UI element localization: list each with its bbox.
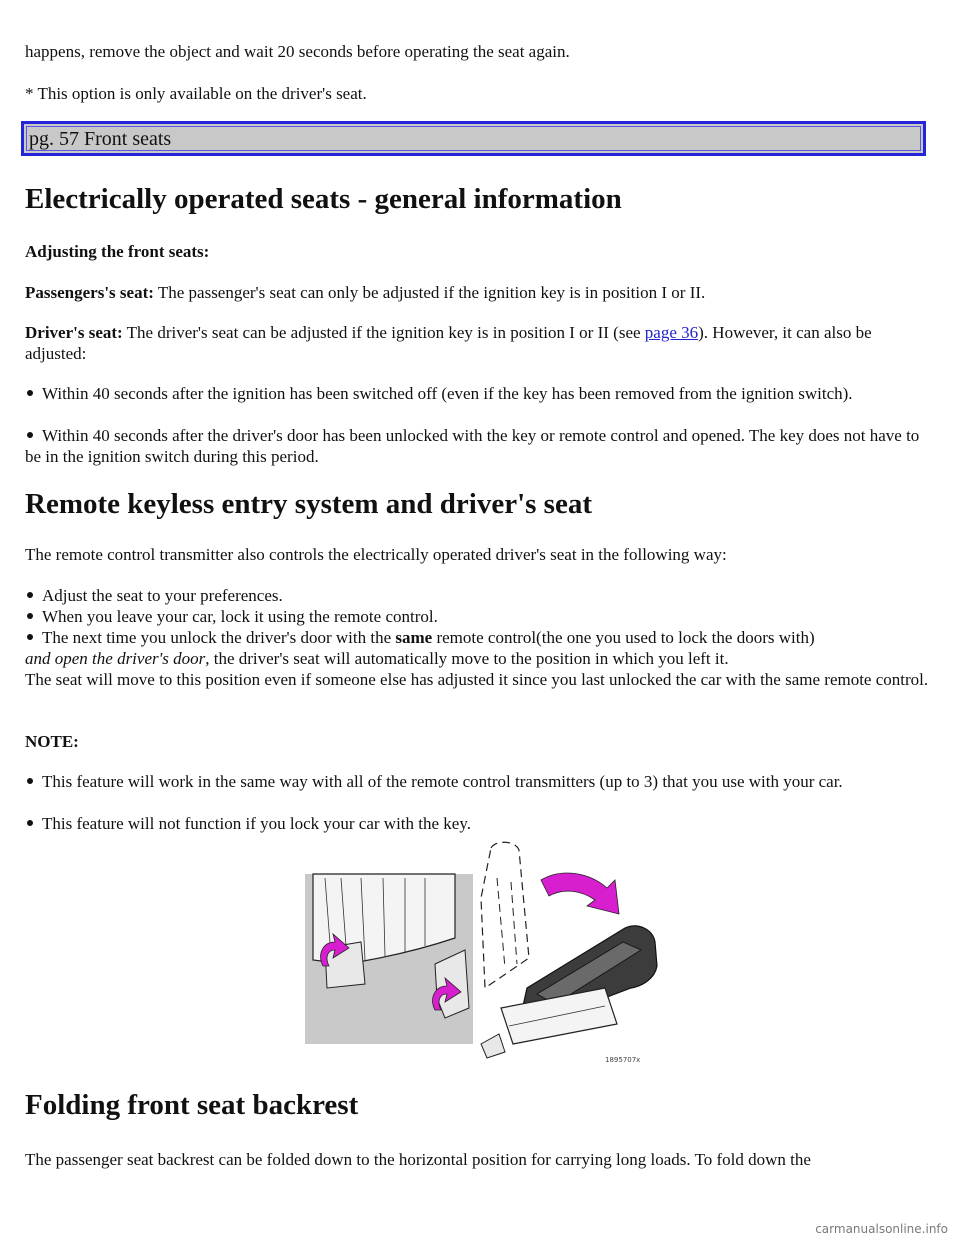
page-banner (21, 121, 926, 156)
list-item (25, 383, 930, 404)
banner-label: pg. 57 Front seats (29, 128, 172, 150)
subheading-adjusting: Adjusting the front seats: (25, 242, 210, 261)
note-label: NOTE: (25, 732, 79, 751)
remote-intro: The remote control transmitter also controls the electrically operated driver's seat in the following way: (25, 545, 727, 564)
driver-text-before: The driver's seat can be adjusted if the ignition key is in position I or II (see (122, 323, 645, 342)
list-item-text: When you leave your car, lock it using the remote control. (42, 607, 438, 626)
bullet-dot (27, 613, 33, 619)
heading-general: Electrically operated seats - general information (25, 183, 622, 215)
list-item-text: Adjust the seat to your preferences. (42, 586, 283, 605)
list-item (25, 425, 930, 467)
list-item (25, 606, 930, 627)
driver-text-after: ). However, it can also be adjusted: (25, 323, 872, 363)
footnote: * This option is only available on the driver's seat. (25, 84, 367, 103)
bullet-dot (27, 592, 33, 598)
fold-direction-arrow-icon (541, 873, 619, 914)
seat-fold-illustration (305, 838, 665, 1070)
emphasis-same: same (395, 628, 433, 647)
bullet-dot (27, 820, 33, 826)
site-watermark: carmanualsonline.info (815, 1222, 948, 1236)
list-item-text: Within 40 seconds after the driver's door has been unlocked with the key or remote control and opened. The key does not have to be in the ignition switch during this period. (25, 426, 920, 466)
list-item-text: Within 40 seconds after the ignition has been switched off (even if the key has been removed from the ignition switch). (42, 384, 853, 403)
passenger-paragraph (25, 282, 930, 303)
figure-code: 1895707x (605, 1056, 641, 1064)
bullet-dot (27, 432, 33, 438)
bullet-dot (27, 634, 33, 640)
passenger-label: Passengers's seat: (25, 283, 154, 302)
list-item-extra-text: The seat will move to this position even if someone else has adjusted it since you last unlocked the car with the same remote control. (25, 670, 929, 689)
list-item (25, 627, 930, 690)
list-item-text: The next time you unlock the driver's door with the (42, 628, 396, 647)
list-item (25, 585, 930, 606)
bullet-dot (27, 390, 33, 396)
page-36-link[interactable]: page 36 (644, 323, 699, 342)
passenger-text: The passenger's seat can only be adjusted if the ignition key is in position I or II. (153, 283, 706, 302)
heading-remote: Remote keyless entry system and driver's seat (25, 488, 593, 520)
list-item-text: This feature will work in the same way with all of the remote control transmitters (up to 3) that you use with your car. (42, 772, 843, 791)
driver-label: Driver's seat: (25, 323, 123, 342)
list-item (25, 813, 930, 834)
backrest-upright-outline (481, 842, 529, 988)
seat-base (501, 988, 617, 1044)
fold-paragraph: The passenger seat backrest can be folded down to the horizontal position for carrying long loads. To fold down the (25, 1150, 811, 1169)
list-item-text: This feature will not function if you lock your car with the key. (42, 814, 471, 833)
list-item-text: , the driver's seat will automatically move to the position in which you left it. (205, 649, 729, 668)
heading-fold: Folding front seat backrest (25, 1089, 359, 1121)
list-item (25, 771, 930, 792)
bullet-dot (27, 778, 33, 784)
list-item-text: remote control(the one you used to lock the doors with) (432, 628, 815, 647)
emphasis-open-door: and open the driver's door (25, 649, 206, 668)
driver-paragraph (25, 322, 930, 364)
continued-paragraph: happens, remove the object and wait 20 seconds before operating the seat again. (25, 42, 570, 61)
